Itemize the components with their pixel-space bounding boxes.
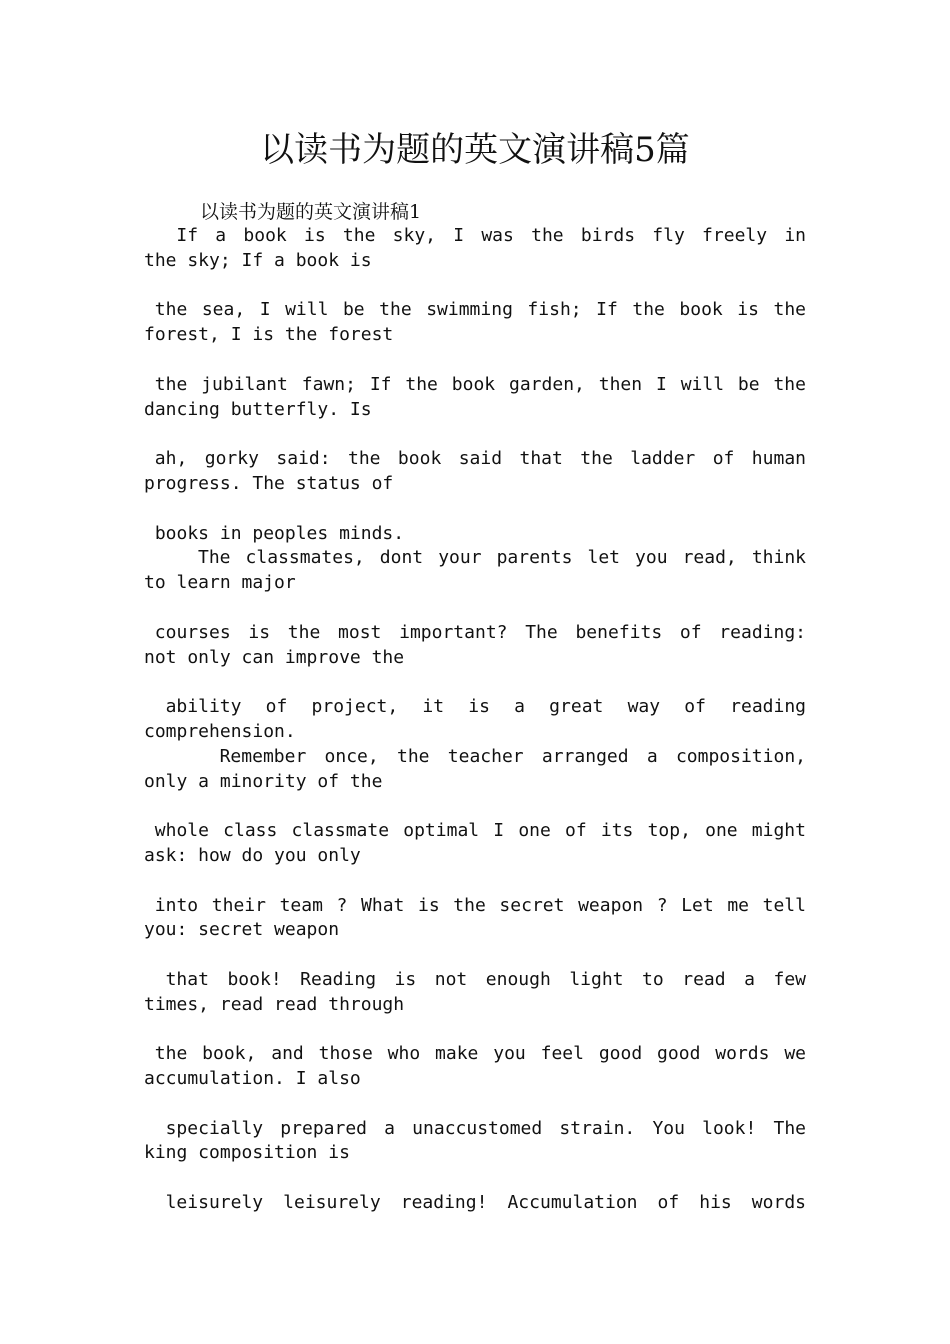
text-line: ability of project, it is a great way of reading (165, 696, 806, 718)
paragraph-gap (144, 497, 806, 522)
text-line: that book! Reading is not enough light to read a few (165, 968, 806, 990)
paragraph-gap (144, 422, 806, 447)
text-line: not only can improve the (144, 646, 405, 668)
section-heading: 以读书为题的英文演讲稿1 (200, 201, 422, 223)
text-line: accumulation. I also (144, 1068, 361, 1090)
text-line: books in peoples minds. (144, 522, 405, 544)
text-line: forest, I is the forest (144, 324, 394, 346)
text-line: The classmates, dont your parents let you read, think (198, 547, 806, 569)
paragraph-gap (144, 274, 806, 299)
text-line: If a book is the sky, I was the birds fly freely in (176, 225, 806, 246)
text-line: ask: how do you only (144, 844, 361, 866)
text-line: whole class classmate optimal I one of its top, one might (154, 820, 806, 842)
text-line: Remember once, the teacher arranged a composition, (219, 745, 806, 767)
text-line: only a minority of the (144, 770, 383, 792)
text-line: dancing butterfly. Is (144, 398, 372, 420)
body-text (144, 224, 806, 1216)
text-line: ah, gorky said: the book said that the ladder of human (154, 448, 806, 470)
text-line: to learn major (144, 572, 296, 594)
text-line: times, read read through (144, 993, 405, 1015)
paragraph-gap (144, 670, 806, 695)
text-line: courses is the most important? The benefits of reading: (154, 621, 806, 643)
document-title: 以读书为题的英文演讲稿5篇 (260, 130, 690, 170)
paragraph-gap (144, 869, 806, 894)
paragraph-gap (144, 1018, 806, 1043)
text-line: king composition is (144, 1142, 350, 1164)
text-line: the sea, I will be the swimming fish; If the book is the (154, 299, 806, 321)
text-line: the book, and those who make you feel good good words we (154, 1043, 806, 1065)
text-line: leisurely leisurely reading! Accumulation of his words (165, 1192, 806, 1214)
text-line: the sky; If a book is (144, 249, 372, 271)
text-line: you: secret weapon (144, 919, 340, 941)
paragraph-gap (144, 1092, 806, 1117)
paragraph-gap (144, 794, 806, 819)
text-line: progress. The status of (144, 472, 394, 494)
text-line: comprehension. (144, 720, 296, 742)
text-line: specially prepared a unaccustomed strain. You look! The (165, 1117, 806, 1139)
paragraph-gap (144, 943, 806, 968)
text-line: into their team ? What is the secret weapon ? Let me tell (154, 894, 806, 916)
paragraph-gap (144, 1166, 806, 1191)
paragraph-gap (144, 596, 806, 621)
paragraph-gap (144, 348, 806, 373)
text-line: the jubilant fawn; If the book garden, then I will be the (154, 373, 806, 395)
